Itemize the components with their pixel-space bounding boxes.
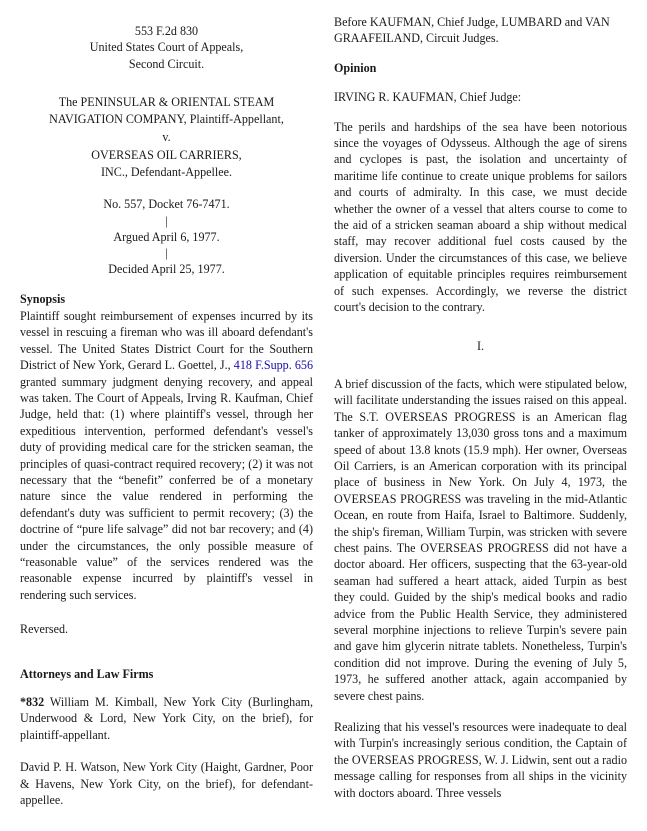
synopsis-text-part1: Plaintiff sought reimbursement of expenses incurred by its vessel in rescuing a fireman who was ill aboard defendant's vessel. The United States District Court for the Southern District of New York, Gerard L. Goettel, J., bbox=[20, 308, 313, 373]
defendant-party-line1: OVERSEAS OIL CARRIERS, bbox=[91, 148, 242, 163]
attorneys-section bbox=[20, 666, 313, 809]
decided-date: Decided April 25, 1977. bbox=[108, 262, 225, 277]
panel-judges: Before KAUFMAN, Chief Judge, LUMBARD and VAN GRAAFEILAND, Circuit Judges. bbox=[334, 15, 610, 46]
caption-separator: | bbox=[165, 213, 168, 228]
docket-number: No. 557, Docket 76-7471. bbox=[103, 197, 230, 212]
defendant-counsel: David P. H. Watson, New York City (Haight, Gardner, Poor & Havens, New York City, on the brief), for defendant-appellee. bbox=[20, 760, 313, 808]
opinion-paragraph-2: A brief discussion of the facts, which were stipulated below, will facilitate understanding the issues raised on this appeal. The S.T. OVERSEAS PROGRESS is an American flag tanker of approximately 13,030 gross tons and a maximum speed of about 13.8 knots (15.9 mph). Her owner, Overseas Oil Carriers, is an American corporation with its principal place of business in New York. On July 4, 1973, the OVERSEAS PROGRESS was traveling in the mid-Atlantic Ocean, en route from Haifa, Israel to Baltimore. Suddenly, the ship's fireman, William Turpin, was stricken with severe chest pains. The OVERSEAS PROGRESS did not have a doctor aboard. Her officers, suspecting that the 63-year-old seaman had suffered a heart attack, aided Turpin as best they could. Guided by the ship's medical books and radio advice from the Public Health Service, they administered several morphine injections to relieve Turpin's severe pain and gave him glycerin nitrate tablets. Nonetheless, Turpin's condition did not improve. During the evening of July 5, 1973, he suffered another attack, again accompanied by severe chest pains. bbox=[334, 376, 627, 703]
citation-link[interactable]: 418 F.Supp. 656 bbox=[233, 358, 314, 373]
synopsis-text bbox=[20, 308, 313, 603]
attorneys-heading: Attorneys and Law Firms bbox=[20, 666, 154, 681]
plaintiff-counsel bbox=[20, 694, 313, 743]
case-caption bbox=[20, 0, 313, 277]
opinion-paragraph-1: The perils and hardships of the sea have been notorious since the voyages of Odysseus. Although the age of sirens and cyclopes is past, the isolation and uncertainty of maritime life continue to create unique problems for sailors and courts of admiralty. In this case, we must decide whether the owner of a vessel that alters course to come to the aid of a stricken seaman aboard a ship without medical staff, may recover additional fuel costs caused by the diversion. Under the circumstances of this case, we believe application of equitable principles requires reimbursement of such expenses. Accordingly, we reverse the district court's decision to the contrary. bbox=[334, 119, 627, 315]
synopsis-text-part2: granted summary judgment denying recovery, and appeal was taken. The Court of Appeals, Irving R. Kaufman, Chief Judge, held that: (1) where plaintiff's vessel, through her expeditious intervention, performed defendant's vessel's duty of providing medical care for the stricken seaman, the principles of quasi-contract required recovery; (2) it was not necessary that the “benefit” conferred be of a monetary nature since the value rendered in performing the defendant's duty was sufficient to permit recovery; (3) the doctrine of “pure life salvage” did not bar recovery; and (4) under the circumstances, the only possible measure of “reasonable value” of the services rendered was the reasonable expense incurred by plaintiff's vessel in rendering such services. bbox=[20, 374, 313, 602]
plaintiff-counsel-text: William M. Kimball, New York City (Burlingham, Underwood & Lord, New York City, on the brief), for plaintiff-appellant. bbox=[20, 695, 313, 742]
synopsis-heading: Synopsis bbox=[20, 292, 66, 307]
right-column bbox=[334, 0, 627, 801]
court-name: United States Court of Appeals, bbox=[89, 40, 244, 55]
versus: v. bbox=[162, 130, 171, 145]
circuit-name: Second Circuit. bbox=[128, 56, 205, 71]
plaintiff-party: The PENINSULAR & ORIENTAL STEAM NAVIGATION COMPANY, Plaintiff-Appellant, bbox=[49, 95, 284, 126]
opinion-author: IRVING R. KAUFMAN, Chief Judge: bbox=[334, 90, 522, 105]
citation: 553 F.2d 830 bbox=[134, 24, 199, 38]
disposition: Reversed. bbox=[20, 622, 69, 637]
opinion-heading: Opinion bbox=[334, 60, 377, 75]
argued-date: Argued April 6, 1977. bbox=[113, 229, 220, 244]
opinion-paragraph-3: Realizing that his vessel's resources were inadequate to deal with Turpin's increasingly serious condition, the Captain of the OVERSEAS PROGRESS, W. J. Lidwin, sent out a radio message calling for responses from all ships in the vicinity with doctors aboard. Three vessels bbox=[334, 720, 627, 800]
defendant-party-line2: INC., Defendant-Appellee. bbox=[101, 164, 232, 179]
left-column bbox=[20, 0, 313, 808]
synopsis-section bbox=[20, 291, 313, 637]
caption-separator: | bbox=[165, 246, 168, 261]
star-page-marker: *832 bbox=[20, 695, 45, 709]
section-number: I. bbox=[476, 338, 485, 353]
